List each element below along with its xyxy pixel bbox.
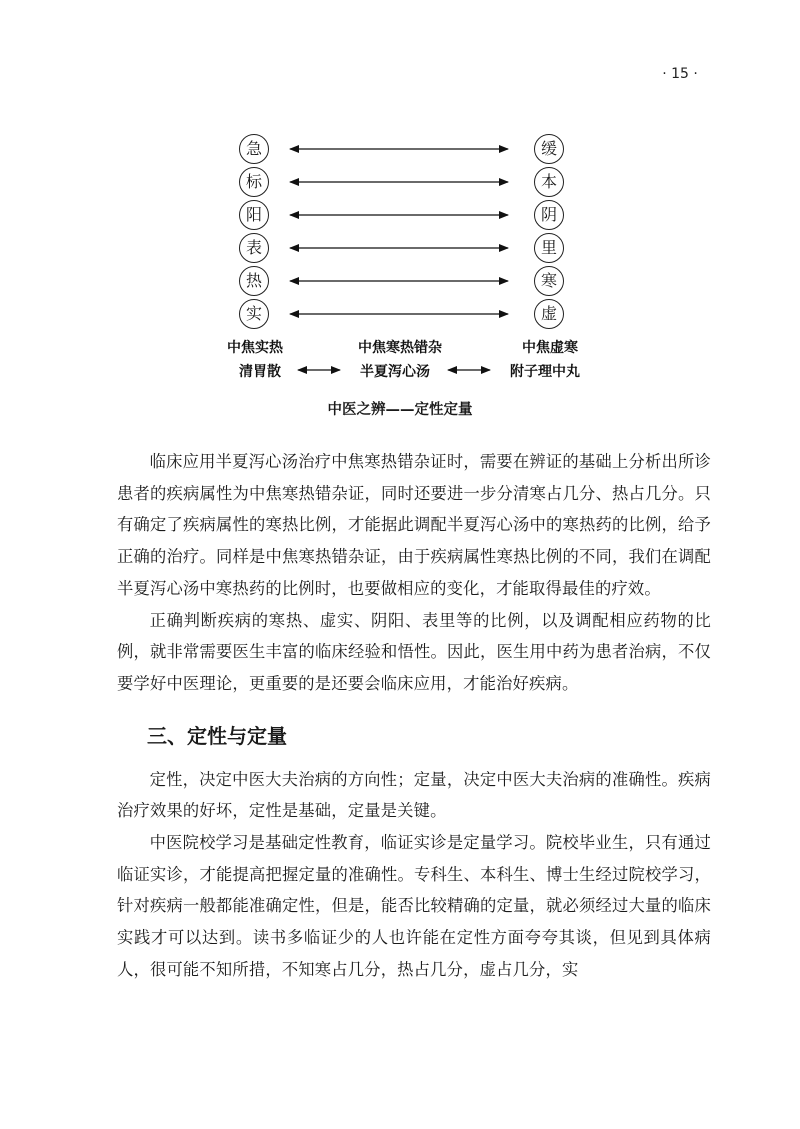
left-circle-2: 标 [239,167,269,197]
right-circle-4: 里 [534,233,564,263]
right-circle-6: 虚 [534,299,564,329]
page-number: · 15 · [662,66,698,82]
label-fuzi-lizhong-wan: 附子理中丸 [510,364,580,380]
left-circle-1: 急 [239,134,269,164]
paragraph-2: 正确判断疾病的寒热、虚实、阴阳、表里等的比例，以及调配相应药物的比例，就非常需要医生丰富的临床经验和悟性。因此，医生用中药为患者治病，不仅要学好中医理论，更重要的是还要会临床应用，才能治好疾病。 [117,610,711,693]
right-circle-1: 缓 [534,134,564,164]
body-text [117,446,711,986]
left-circle-3: 阳 [239,200,269,230]
figure-caption: 中医之辨——定性定量 [327,402,473,418]
left-circle-4: 表 [239,233,269,263]
label-banxia-xiexin-tang: 半夏泻心汤 [360,364,430,380]
paragraph-1: 临床应用半夏泻心汤治疗中焦寒热错杂证时，需要在辨证的基础上分析出所诊患者的疾病属性为中焦寒热错杂证，同时还要进一步分清寒占几分、热占几分。只有确定了疾病属性的寒热比例，才能据此调配半夏泻心汤中的寒热药的比例，给予正确的治疗。同样是中焦寒热错杂证，由于疾病属性寒热比例的不同，我们在调配半夏泻心汤中寒热药的比例时，也要做相应的变化，才能取得最佳的疗效。 [117,452,711,598]
diagram [0,0,800,430]
paragraph-3: 定性，决定中医大夫治病的方向性；定量，决定中医大夫治病的准确性。疾病治疗效果的好坏，定性是基础，定量是关键。 [117,769,711,821]
label-qingwei-san: 清胃散 [239,364,281,380]
paragraph-4: 中医院校学习是基础定性教育，临证实诊是定量学习。院校毕业生，只有通过临证实诊，才能提高把握定量的准确性。专科生、本科生、博士生经过院校学习，针对疾病一般都能准确定性，但是，能否比较精确的定量，就必须经过大量的临床实践才可以达到。读书多临证少的人也许能在定性方面夸夸其谈，但见到具体病人，很可能不知所措，不知寒占几分，热占几分，虚占几分，实 [117,833,711,979]
left-circle-5: 热 [239,266,269,296]
right-circle-5: 寒 [534,266,564,296]
label-zhongjiao-hanre-cuoza: 中焦寒热错杂 [358,340,442,356]
right-circle-3: 阴 [534,200,564,230]
left-circle-6: 实 [239,299,269,329]
section-heading: 三、定性与定量 [147,723,287,748]
right-circle-2: 本 [534,167,564,197]
label-zhongjiao-shire: 中焦实热 [227,340,283,356]
label-zhongjiao-xuhan: 中焦虚寒 [522,340,578,356]
